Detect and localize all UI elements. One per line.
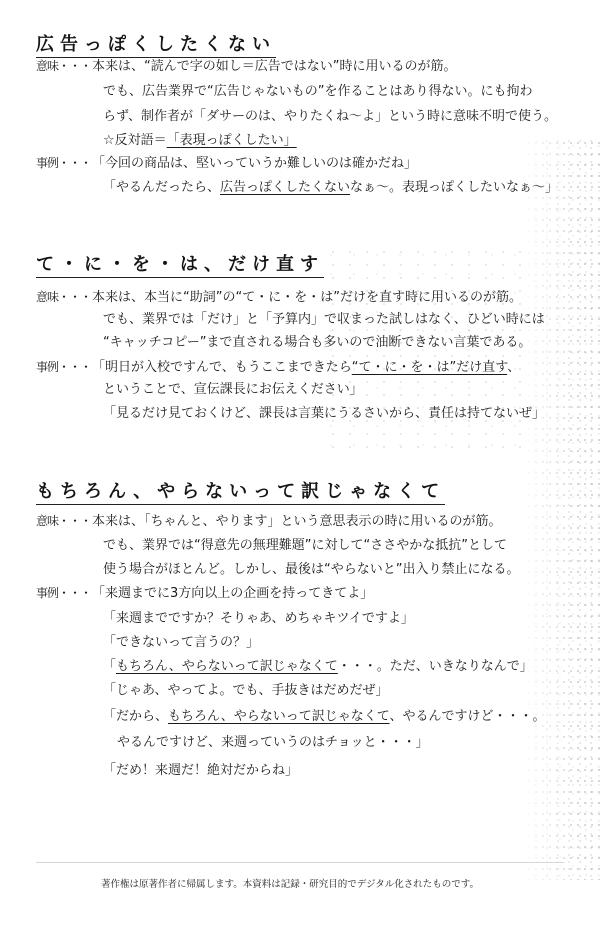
meaning-text: 本来は、“読んで字の如し＝広告ではない”時に用いるのが筋。	[92, 59, 457, 74]
meaning-text: でも、広告業界で“広告じゃないもの”を作ることはあり得ない。にも拘わ	[103, 84, 533, 99]
meaning-line	[103, 312, 545, 328]
example-text: やるんですけど、来週っていうのはチョッと・・・」	[117, 735, 429, 750]
meaning-line	[103, 538, 507, 554]
meaning-line	[103, 84, 532, 100]
section-title: もちろん、やらないって訳じゃなくて	[36, 481, 445, 505]
example-label: 事例・・・	[36, 586, 92, 600]
meaning-label: 意味・・・	[36, 290, 92, 304]
example-line	[103, 683, 388, 699]
example-text: 「	[103, 659, 117, 674]
underlined-phrase: もちろん、やらないって訳じゃなくて	[116, 659, 338, 674]
meaning-text: でも、業界では「だけ」と「予算内」で収まった試しはなく、ひどい時には	[103, 312, 545, 327]
meaning-label: 意味・・・	[36, 59, 92, 73]
meaning-text: 使う場合がほとんど。しかし、最後は“やらないと”出入り禁止になる。	[103, 562, 520, 577]
copyright-notice: 著作権は原著作者に帰属します。本資料は記録・研究目的でデジタル化されたものです。	[101, 879, 479, 890]
section-title: て・に・を・は、だけ直す	[36, 254, 324, 278]
example-text: 「だから、	[103, 709, 169, 724]
underlined-phrase: “て・に・を・は”だけ直す	[351, 360, 508, 375]
example-text: 「明日が入校ですんで、もうここまできたら	[92, 360, 352, 375]
example-text: 「来週までに3方向以上の企画を持ってきてよ」	[92, 586, 374, 601]
example-text: 、	[507, 360, 521, 375]
example-text: 、やるんですけど・・・。	[389, 709, 546, 724]
example-text: 「やるんだったら、	[103, 180, 221, 195]
underlined-phrase: 「表現っぽくしたい」	[166, 133, 297, 148]
meaning-line	[103, 562, 519, 578]
example-text: 「来週までですか？そりゃあ、めちゃキツイですよ」	[103, 611, 414, 626]
example-line	[36, 585, 373, 602]
meaning-text: ☆反対語＝	[103, 133, 167, 148]
section-title: 広告っぽくしたくない	[36, 34, 276, 58]
example-text: 「だめ！来週だ！絶対だからね」	[103, 763, 299, 778]
example-text: 「今回の商品は、堅いっていうか難しいのは確かだね」	[92, 156, 418, 171]
example-line	[36, 359, 520, 376]
meaning-label: 意味・・・	[36, 514, 92, 528]
underlined-phrase: 広告っぽくしたくない	[220, 180, 351, 195]
example-text: ・・・。ただ、いきなりなんで」	[337, 659, 533, 674]
example-text: ということで、宣伝課長にお伝えください」	[103, 382, 363, 397]
footer-divider	[36, 862, 564, 863]
example-line	[117, 735, 429, 751]
example-line	[103, 635, 259, 651]
meaning-line	[36, 513, 502, 530]
meaning-line	[103, 109, 557, 125]
example-text: 「見るだけ見ておくけど、課長は言葉にうるさいから、責任は持てないぜ」	[103, 406, 546, 421]
example-line	[103, 611, 414, 627]
meaning-text: でも、業界では“得意先の無理難題”に対して“ささやかな抵抗”として	[103, 538, 507, 553]
example-text: 「じゃあ、やってよ。でも、手抜きはだめだぜ」	[103, 683, 389, 698]
meaning-text: “キャッチコピー”まで直される場合も多いので油断できない言葉である。	[103, 335, 532, 350]
example-line	[103, 382, 363, 398]
meaning-text: 本来は、本当に“助詞”の“て・に・を・は”だけを直す時に用いるのが筋。	[92, 290, 522, 305]
example-line	[103, 763, 298, 779]
example-line	[103, 659, 533, 675]
example-line	[103, 406, 545, 422]
meaning-text: らず、制作者が「ダサーのは、やりたくね～よ」という時に意味不明で使う。	[103, 109, 557, 124]
example-label: 事例・・・	[36, 360, 92, 374]
meaning-line	[36, 289, 522, 306]
meaning-text: 本来は、「ちゃんと、やります」という意思表示の時に用いるのが筋。	[92, 514, 502, 529]
example-text: 「できないって言うの？」	[103, 635, 260, 650]
example-label: 事例・・・	[36, 156, 92, 170]
example-line	[103, 709, 546, 725]
meaning-line	[103, 335, 531, 351]
example-line	[103, 180, 558, 196]
antonym-line	[103, 133, 297, 149]
example-text: なぁ～。表現っぽくしたいなぁ～」	[350, 180, 559, 195]
underlined-phrase: もちろん、やらないって訳じゃなくて	[168, 709, 390, 724]
scan-noise	[520, 140, 600, 880]
example-line	[36, 155, 417, 172]
meaning-line	[36, 58, 456, 75]
